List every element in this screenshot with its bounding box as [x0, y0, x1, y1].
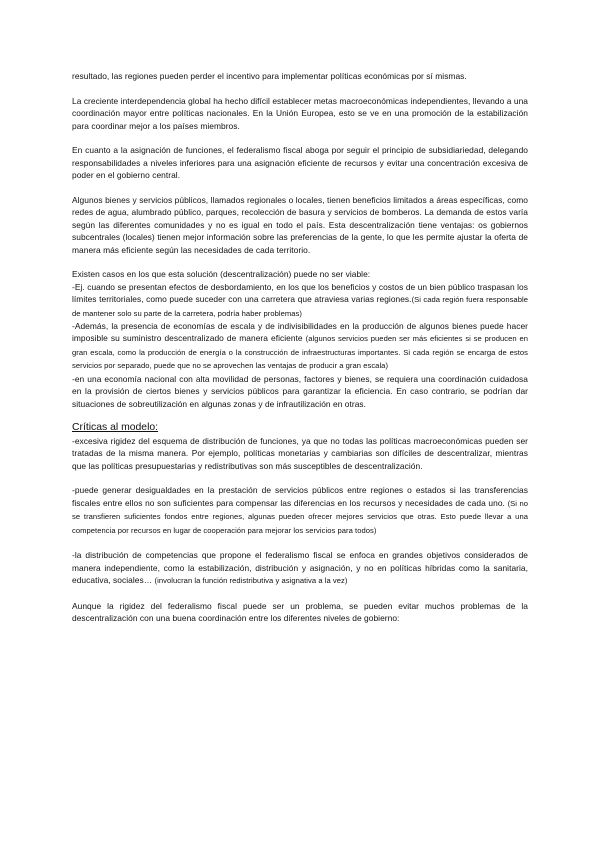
paragraph-resultado: resultado, las regiones pueden perder el incentivo para implementar políticas económicas por sí mismas.: [72, 71, 467, 81]
paragraph-conclusion: Aunque la rigidez del federalismo fiscal puede ser un problema, se pueden evitar muchos problemas de la descentralización con una buena coordinación entre los diferentes niveles de gobierno:: [72, 600, 528, 624]
paragraph-asignacion-funciones: En cuanto a la asignación de funciones, el federalismo fiscal aboga por seguir el principio de subsidiariedad, delegando responsabilidades a niveles inferiores para una asignación eficiente de recursos y evitar una concentración excesiva de poder en el gobierno central.: [72, 145, 528, 181]
desigualdades-note: (Si no se transfieren suficientes fondos entre regiones, algunas pueden ofrecer mejores servicios que otras. Esto puede llevar a una competencia por recursos en lugar de cooperación para mejorar los servicios para todos): [72, 498, 528, 535]
competencias-text: -la distribución de competencias que propone el federalismo fiscal se enfoca en grandes objetivos considerados de manera independiente, como la estabilización, distribución y asignación, y no en políticas híbridas como la sanitaria, educativa, sociales…: [72, 550, 528, 586]
desbordamiento-text: -Ej. cuando se presentan efectos de desbordamiento, en los que los beneficios y costos de un bien público traspasan los límites territoriales, como puede suceder con una carretera que atraviesa varias regiones.: [72, 281, 528, 305]
paragraph-critica-desigualdades: [72, 484, 528, 537]
paragraph-economias-escala: [72, 320, 528, 373]
paragraph-movilidad: -en una economía nacional con alta movilidad de personas, factores y bienes, se requiera una coordinación cuidadosa en la provisión de ciertos bienes y servicios públicos para garantizar la eficiencia. En caso contrario, se podrían dar situaciones de sobreutilización en algunas zonas y de infrautilización en otras.: [72, 373, 528, 409]
paragraph-casos-intro: Existen casos en los que esta solución (descentralización) puede no ser viable:: [72, 269, 371, 280]
desbordamiento-note: (Si cada región fuera responsable de mantener solo su parte de la carretera, podría haber problemas): [72, 295, 528, 318]
escala-note: (algunos servicios pueden ser más eficientes si se producen en gran escala, como la producción de energía o la construcción de infraestructuras importantes. Si cada región se encarga de estos servicios por separado, puede que no se aprovechen las ventajas de producir a gran escala): [72, 334, 528, 371]
paragraph-critica-rigidez: -excesiva rigidez del esquema de distribución de funciones, ya que no todas las políticas macroeconómicas pueden ser tratadas de la misma manera. Por ejemplo, políticas monetarias y cambiarias son difíciles de descentralizar, mientras que las políticas presupuestarias y redistributivas son más susceptibles de descentralización.: [72, 435, 528, 471]
paragraph-bienes-regionales: Algunos bienes y servicios públicos, llamados regionales o locales, tienen beneficios limitados a áreas específicas, como redes de agua, alumbrado público, parques, recolección de basura y servicios de bomberos. La demanda de estos varía según las diferentes comunidades y no es igual en todo el país. Esta descentralización tiene ventajas: os gobiernos subcentrales (locales) tienen mejor información sobre las preferencias de la gente, lo que les permite ajustar la oferta de manera más eficiente según las necesidades de cada territorio.: [72, 195, 528, 255]
desigualdades-text: -puede generar desigualdades en la prestación de servicios públicos entre regiones o estados si las transferencias fiscales entre ellos no son suficientes para compensar las diferencias en los recursos y necesidades de cada uno.: [72, 485, 528, 508]
paragraph-desbordamiento: [72, 281, 528, 320]
escala-text: -Además, la presencia de economías de escala y de indivisibilidades en la producción de algunos bienes puede hacer imposible su suministro descentralizado de manera eficiente: [72, 321, 528, 344]
criticas-heading: Críticas al modelo:: [72, 422, 159, 434]
competencias-note: (involucran la función redistributiva y asignativa a la vez): [154, 576, 348, 586]
paragraph-critica-competencias: [72, 549, 528, 587]
paragraph-interdependencia: La creciente interdependencia global ha hecho difícil establecer metas macroeconómicas independientes, llevando a una coordinación mayor entre políticas nacionales. En la Unión Europea, esto se ve en una promoción de la estabilización para coordinar mejor a los países miembros.: [72, 95, 528, 131]
